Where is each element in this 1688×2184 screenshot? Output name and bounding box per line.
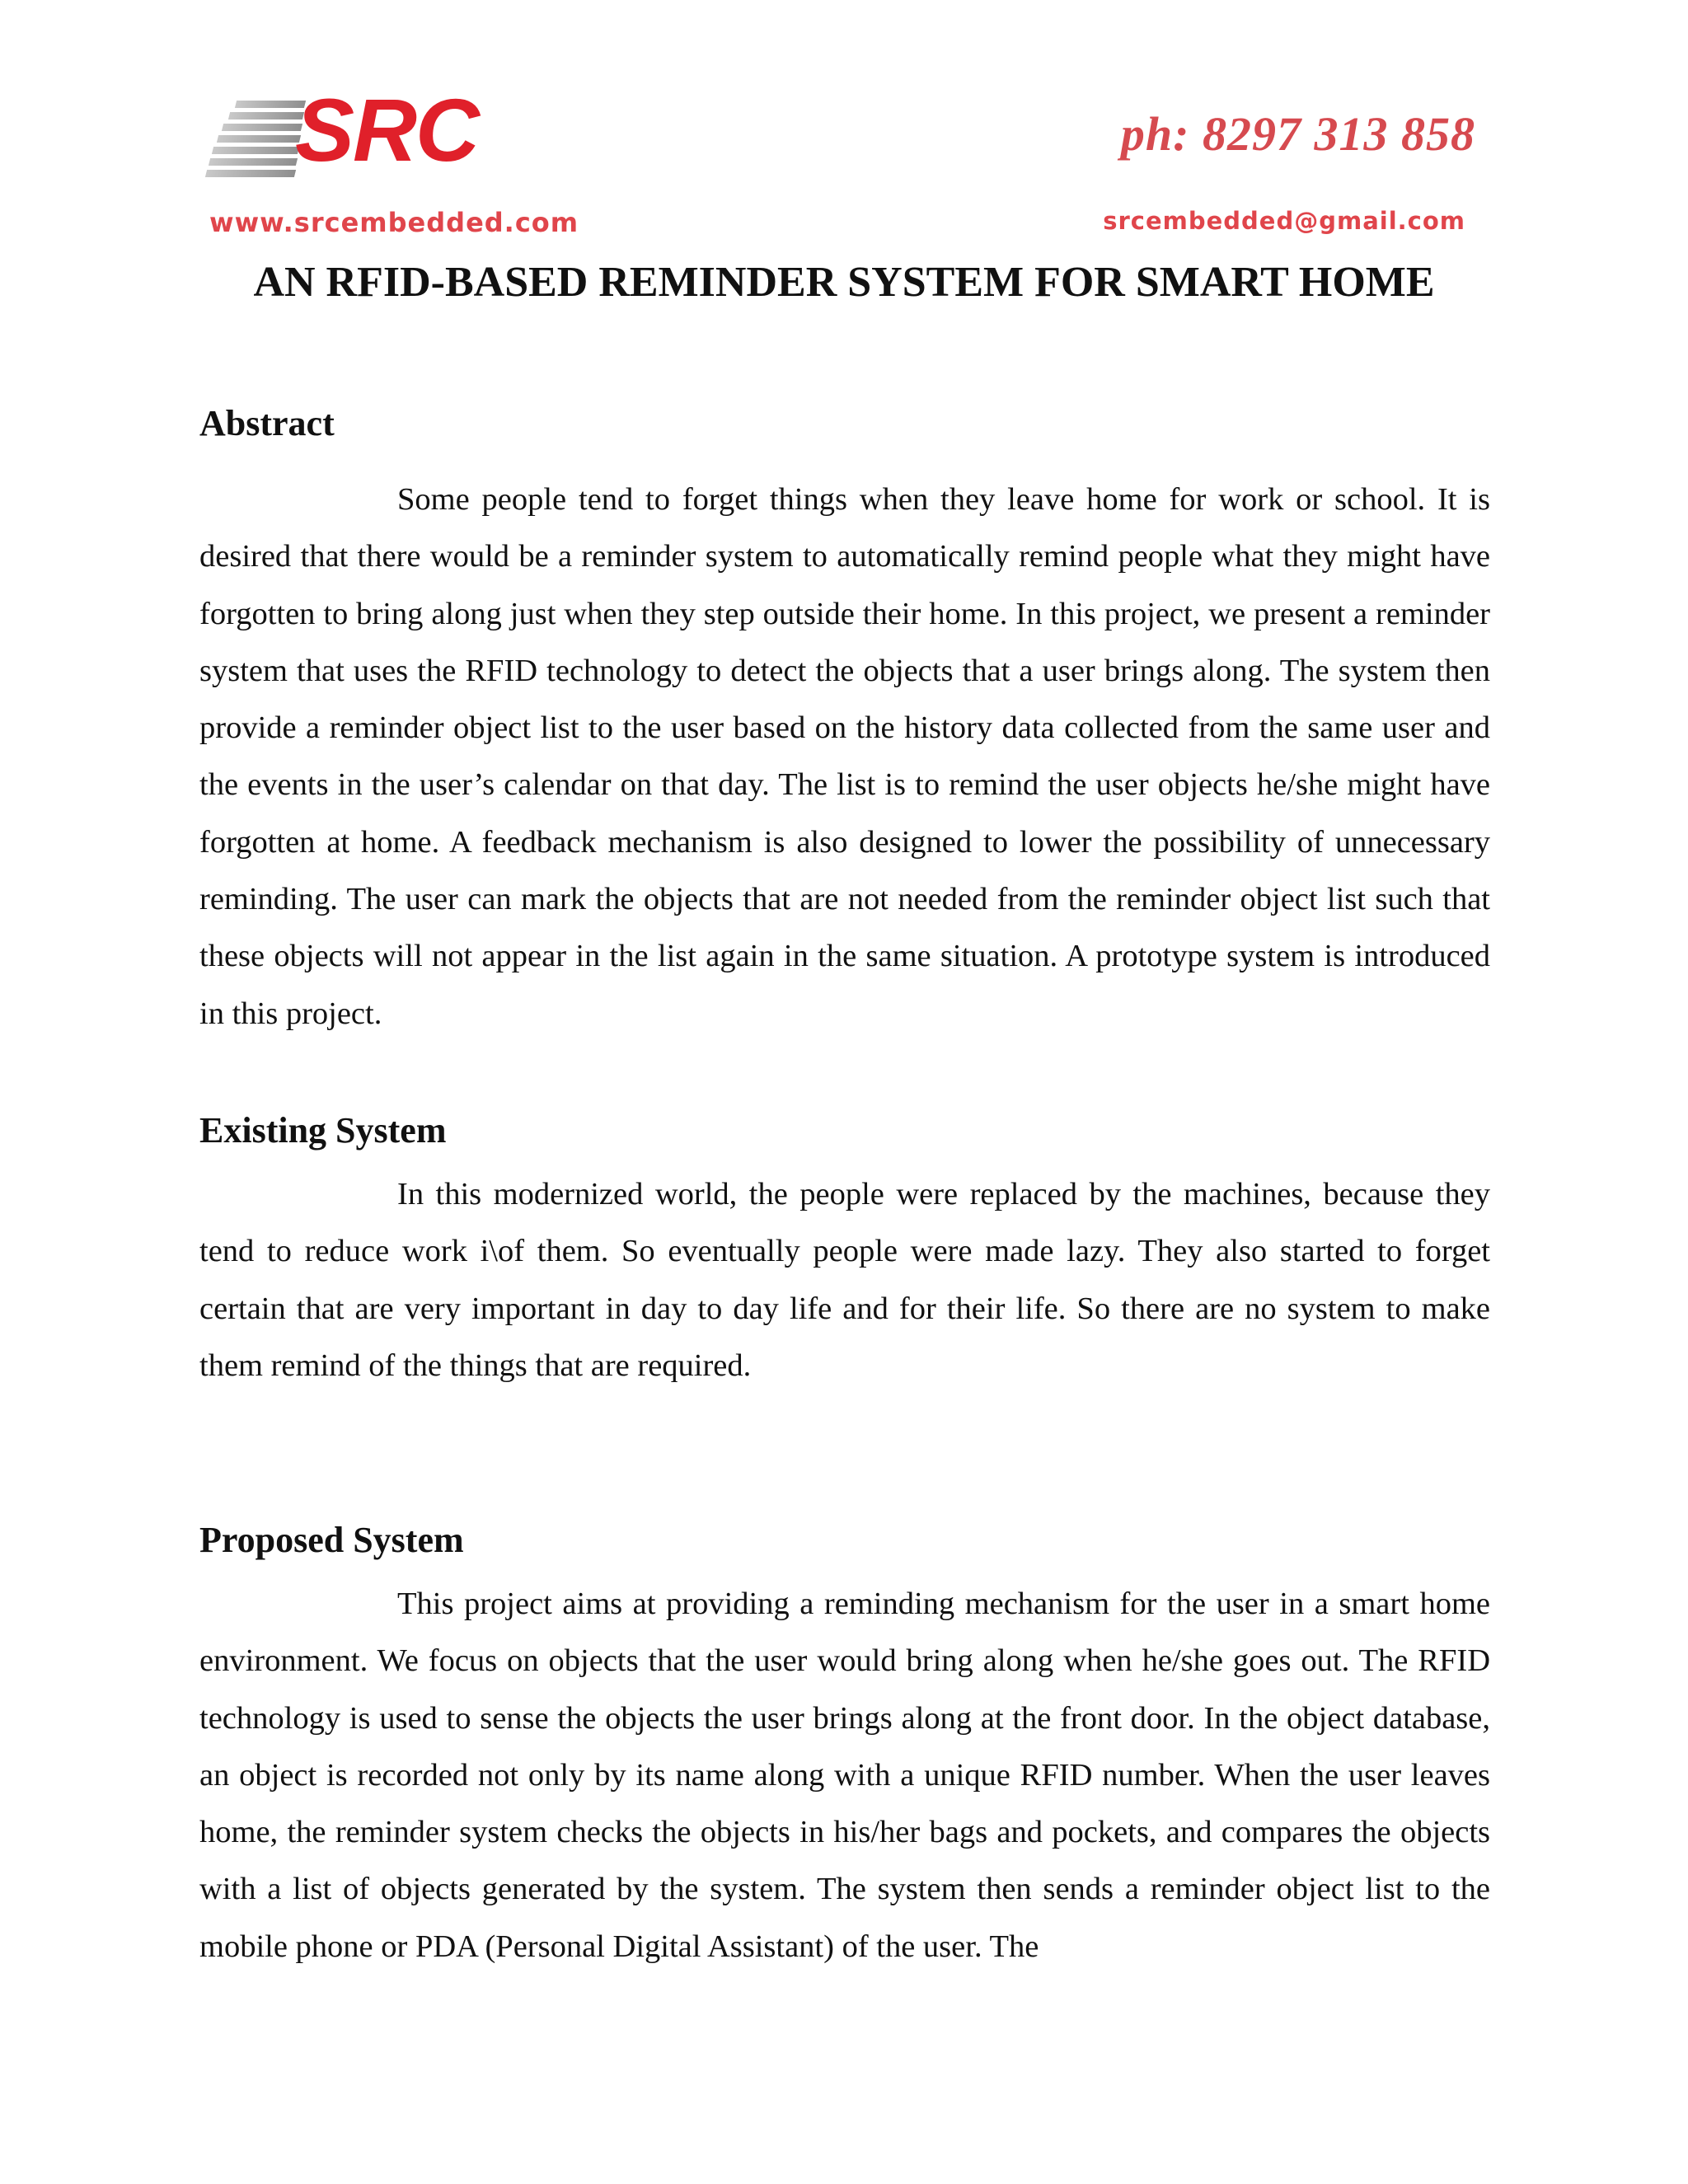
abstract-heading: Abstract [199,403,335,443]
existing-system-heading: Existing System [199,1110,447,1151]
letterhead [0,0,1688,247]
src-logo [206,80,479,183]
logo-bars-icon [206,101,309,180]
proposed-system-paragraph: This project aims at providing a reminding mechanism for the user in a smart home environment. We focus on objects that the user would bring along when he/she goes out. The RFID technology is used to sense the objects the user brings along at the front door. In the object database, an object is recorded not only by its name along with a unique RFID number. When the user leaves home, the reminder system checks the objects in his/her bags and pockets, and compares the objects with a list of objects generated by the system. The system then sends a reminder object list to the mobile phone or PDA (Personal Digital Assistant) of the user. The [199,1586,1490,1964]
website-link[interactable]: www.srcembedded.com [209,207,579,238]
document-title: AN RFID-BASED REMINDER SYSTEM FOR SMART HOME [253,259,1435,306]
logo-text: SRC [295,80,479,180]
email-link[interactable]: srcembedded@gmail.com [1103,207,1465,235]
existing-system-paragraph: In this modernized world, the people were replaced by the machines, because they tend to reduce work i\of them. So eventually people were made lazy. They also started to forget certain that are very important in day to day life and for their life. So there are no system to make them remind of the things that are required. [199,1177,1490,1383]
abstract-paragraph: Some people tend to forget things when they leave home for work or school. It is desired that there would be a reminder system to automatically remind people what they might have forgotten to bring along just when they step outside their home. In this project, we present a reminder system that uses the RFID technology to detect the objects that a user brings along. The system then provide a reminder object list to the user based on the history data collected from the same user and the events in the user’s calendar on that day. The list is to remind the user objects he/she might have forgotten at home. A feedback mechanism is also designed to lower the possibility of unnecessary reminding. The user can mark the objects that are not needed from the reminder object list such that these objects will not appear in the list again in the same situation. A prototype system is introduced in this project. [199,482,1490,1031]
contact-phone: ph: 8297 313 858 [1120,107,1475,161]
proposed-system-heading: Proposed System [199,1520,464,1560]
